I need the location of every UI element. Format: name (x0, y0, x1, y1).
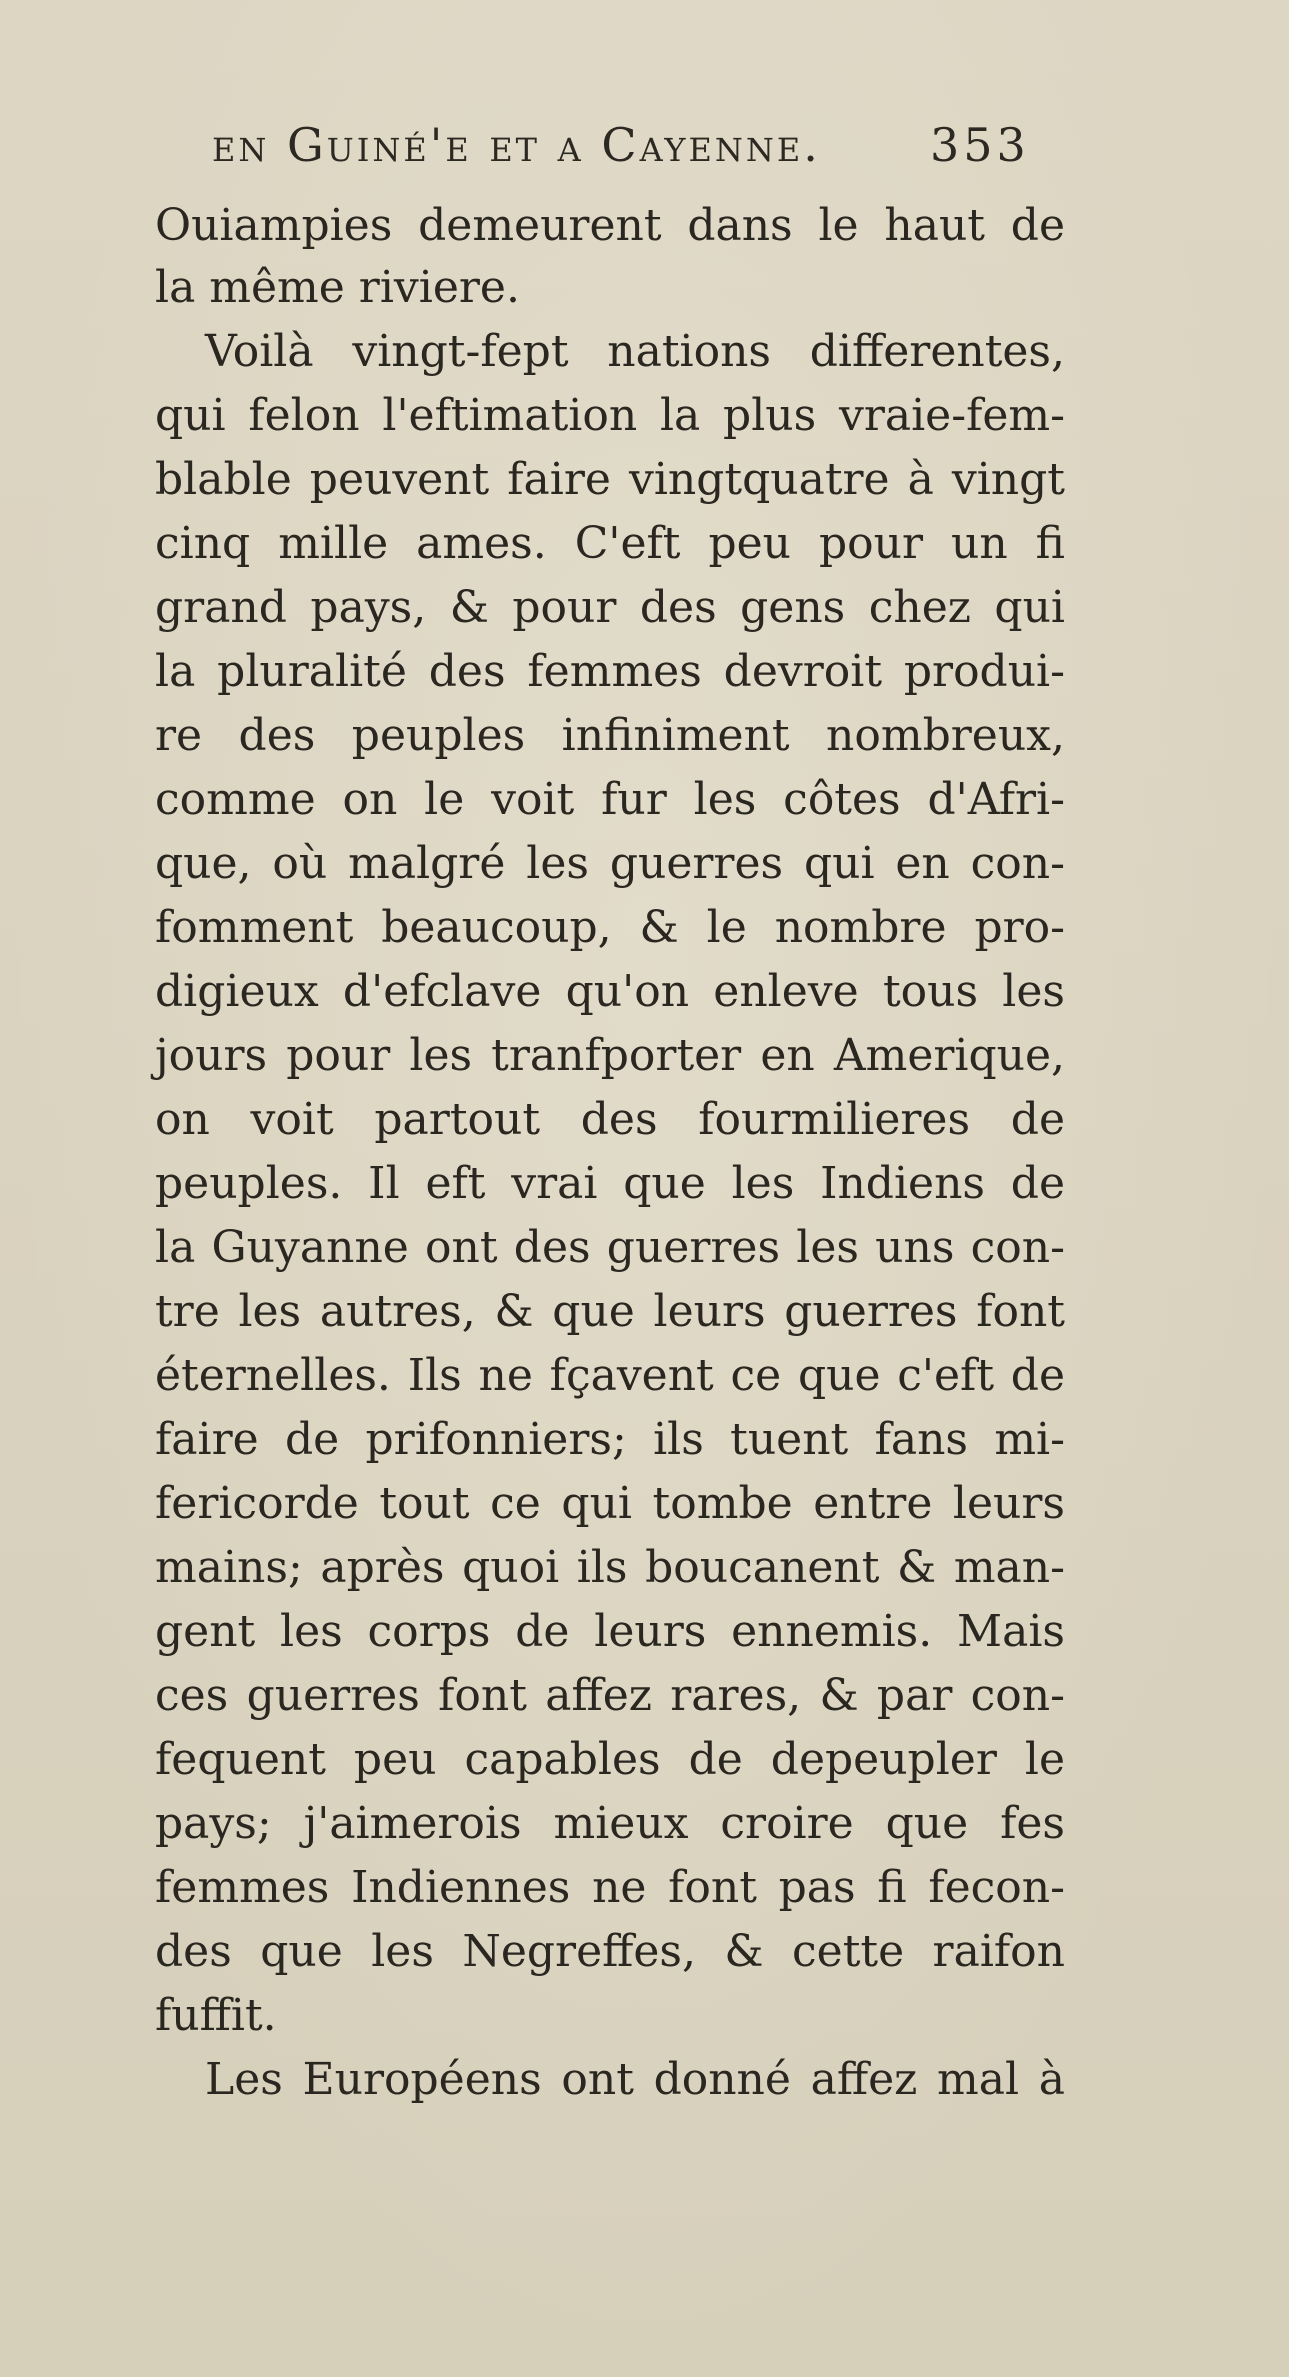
text-line: fuffit. (155, 1990, 277, 2041)
text-line: digieux d'efclave qu'on enleve tous les (155, 966, 1065, 1017)
text-line: grand pays, & pour des gens chez qui (155, 582, 1065, 633)
text-line: re des peuples infiniment nombreux, (155, 710, 1065, 761)
text-line: pays; j'aimerois mieux croire que fes (155, 1798, 1065, 1849)
text-line: la Guyanne ont des guerres les uns con- (155, 1222, 1065, 1273)
text-line: ces guerres font affez rares, & par con- (155, 1670, 1065, 1721)
text-line: gent les corps de leurs ennemis. Mais (155, 1606, 1065, 1657)
text-line: blable peuvent faire vingtquatre à vingt (155, 454, 1065, 505)
text-line: la même riviere. (155, 262, 520, 313)
page-header (0, 118, 1289, 188)
text-line: que, où malgré les guerres qui en con- (155, 838, 1065, 889)
text-line: jours pour les tranfporter en Amerique, (155, 1030, 1065, 1081)
text-line: Ouiampies demeurent dans le haut de (155, 200, 1065, 251)
text-line: femmes Indiennes ne font pas fi fecon- (155, 1862, 1065, 1913)
text-line: fomment beaucoup, & le nombre pro- (155, 902, 1065, 953)
text-line: des que les Negreffes, & cette raifon (155, 1926, 1065, 1977)
text-line: tre les autres, & que leurs guerres font (155, 1286, 1065, 1337)
text-line: éternelles. Ils ne fçavent ce que c'eft de (155, 1350, 1065, 1401)
text-line: fequent peu capables de depeupler le (155, 1734, 1065, 1785)
text-line: on voit partout des fourmilieres de (155, 1094, 1065, 1145)
text-line: cinq mille ames. C'eft peu pour un fi (155, 518, 1065, 569)
text-line: faire de prifonniers; ils tuent fans mi- (155, 1414, 1065, 1465)
text-line: Les Européens ont donné affez mal à (205, 2054, 1065, 2105)
text-line: Voilà vingt-fept nations differentes, (205, 326, 1065, 377)
running-head: en Guiné'e et a Cayenne. (212, 118, 821, 172)
text-line: comme on le voit fur les côtes d'Afri- (155, 774, 1065, 825)
text-line: mains; après quoi ils boucanent & man- (155, 1542, 1065, 1593)
text-line: peuples. Il eft vrai que les Indiens de (155, 1158, 1065, 1209)
text-line: la pluralité des femmes devroit produi- (155, 646, 1065, 697)
page-number: 353 (930, 118, 1030, 172)
text-line: qui felon l'eftimation la plus vraie-fem- (155, 390, 1065, 441)
text-line: fericorde tout ce qui tombe entre leurs (155, 1478, 1065, 1529)
